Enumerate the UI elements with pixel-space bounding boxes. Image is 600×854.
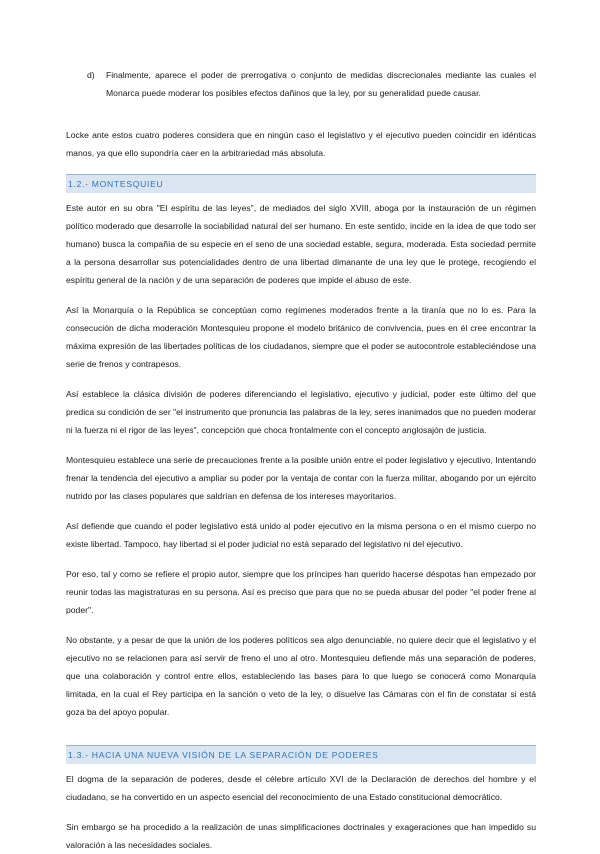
list-item-d (66, 66, 536, 102)
section-heading-montesquieu: 1.2.- MONTESQUIEU (66, 174, 536, 193)
paragraph: El dogma de la separación de poderes, desde el célebre artículo XVI de la Declaración de derechos del hombre y el ciudadano, se ha convertido en un aspecto esencial del reconocimiento de una Estado constitucional democrático. (66, 774, 536, 802)
paragraph: Por eso, tal y como se refiere el propio autor, siempre que los príncipes han querido hacerse déspotas han empezado por reunir todas las magistraturas en su persona. Así es preciso que para que no se pueda abusar del poder "el poder frene al poder". (66, 569, 536, 615)
paragraph: Así la Monarquía o la República se conceptúan como regímenes moderados frente a la tiranía que no lo es. Para la consecución de dicha moderación Montesquieu propone el modelo británico de convivencia, pues en él cree encontrar la máxima expresión de las libertades políticas de los ciudadanos, siempre que el poder se autocontrole estableciéndose una serie de frenos y contrapesos. (66, 305, 536, 369)
list-item-text: Finalmente, aparece el poder de prerrogativa o conjunto de medidas discrecionales mediante las cuales el Monarca puede moderar los posibles efectos dañinos que la ley, por su generalidad puede causar. (106, 70, 536, 98)
paragraph: Montesquieu establece una serie de precauciones frente a la posible unión entre el poder legislativo y ejecutivo, Intentando frenar la tendencia del ejecutivo a ampliar su poder por la ventaja de contar con la fuerza militar, abogando por un ejército nutrido por las clases populares que saldrían en defensa de los intereses mayoritarios. (66, 455, 536, 501)
paragraph: Sin embargo se ha procedido a la realización de unas simplificaciones doctrinales y exageraciones que han impedido su valoración a las necesidades sociales. (66, 822, 536, 850)
paragraph: Así defiende que cuando el poder legislativo está unido al poder ejecutivo en la misma persona o en el mismo cuerpo no existe libertad. Tampoco, hay libertad si el poder judicial no está separado del legislativo ni del ejecutivo. (66, 521, 536, 549)
paragraph: Este autor en su obra "El espíritu de las leyes", de mediados del siglo XVIII, aboga por la instauración de un régimen político moderado que desarrolle la sociabilidad natural del ser humano. En este sentido, incide en la idea de que todo ser humano) busca la compañía de su especie en el seno de una sociedad estable, segura, moderada. Esta sociedad permite a la persona desarrollar sus potencialidades dentro de una libertad dimanante de una ley que le protege, recogiendo el espíritu general de la nación y de una separación de poderes que impide el abuso de este. (66, 203, 536, 285)
section-heading-nueva-vision: 1.3.- HACIA UNA NUEVA VISIÓN DE LA SEPARACIÓN DE PODERES (66, 745, 536, 764)
intro-paragraph: Locke ante estos cuatro poderes considera que en ningún caso el legislativo y el ejecutivo pueden coincidir en idénticas manos, ya que ello supondría caer en la arbitrariedad más absoluta. (66, 130, 536, 158)
paragraph: No obstante, y a pesar de que la unión de los poderes políticos sea algo denunciable, no quiere decir que el legislativo y el ejecutivo no se relacionen para así servir de freno el uno al otro. Montesquieu defiende más una separación de poderes, que una colaboración y control entre ellos, estableciendo las bases para lo que luego se conocerá como Monarquía limitada, en la cual el Rey participa en la sanción o veto de la ley, o disuelve las Cámaras con el fin de constatar si está goza ba del apoyo popular. (66, 635, 536, 717)
paragraph: Así establece la clásica división de poderes diferenciando el legislativo, ejecutivo y judicial, poder este último del que predica su condición de ser "el instrumento que pronuncia las palabras de la ley, seres inanimados que no pueden moderar ni la fuerza ni el rigor de las leyes", concepción que choca frontalmente con el concepto anglosajón de justicia. (66, 389, 536, 435)
list-marker: d) (87, 70, 95, 80)
